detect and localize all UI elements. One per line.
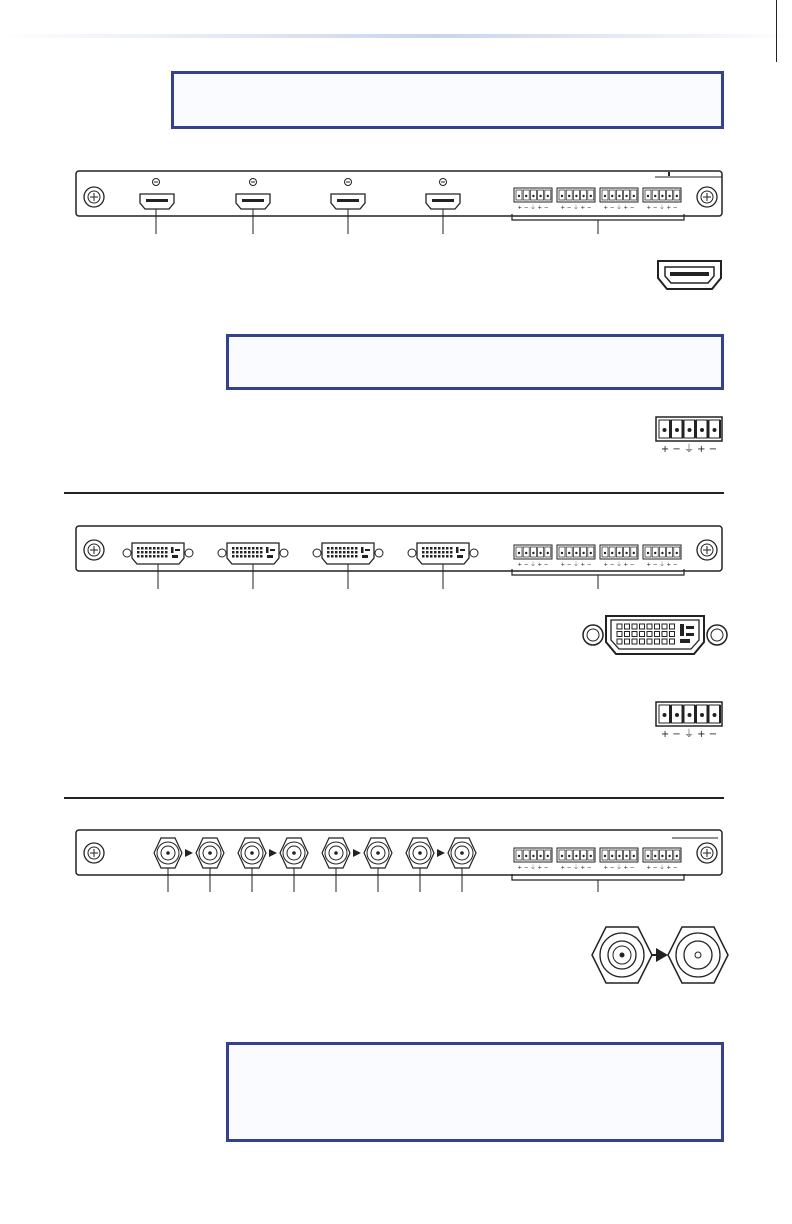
audio-terminal-block-1 bbox=[514, 848, 552, 871]
terminal-pin-marks: + − ⏚ + − bbox=[646, 205, 678, 211]
terminal-pin-marks: + − ⏚ + − bbox=[660, 444, 718, 455]
audio-terminal-block-2 bbox=[557, 848, 595, 871]
terminal-pin-marks: + − ⏚ + − bbox=[646, 562, 678, 568]
terminal-pin-marks: + − ⏚ + − bbox=[603, 205, 635, 211]
terminal-pin-marks: + − ⏚ + − bbox=[646, 865, 678, 871]
bnc-connector-in-icon bbox=[592, 927, 652, 983]
terminal-pin-marks: + − ⏚ + − bbox=[603, 562, 635, 568]
terminal-pin-marks: + − ⏚ + − bbox=[560, 562, 592, 568]
bnc-loop-through-icon bbox=[592, 924, 728, 986]
loop-arrow-icon bbox=[656, 948, 668, 962]
bnc-connector-out-icon bbox=[668, 927, 728, 983]
audio-terminal-block-3 bbox=[600, 848, 638, 871]
terminal-pin-marks: + − ⏚ + − bbox=[517, 865, 549, 871]
terminal-pin-marks: + − ⏚ + − bbox=[517, 205, 549, 211]
terminal-pin-marks: + − ⏚ + − bbox=[560, 205, 592, 211]
terminal-pin-marks: + − ⏚ + − bbox=[560, 865, 592, 871]
panel-screw-icon bbox=[697, 843, 717, 863]
terminal-pin-marks: + − ⏚ + − bbox=[517, 562, 549, 568]
panel-screw-icon bbox=[84, 843, 104, 863]
audio-terminal-block-4 bbox=[643, 848, 681, 871]
terminal-pin-marks: + − ⏚ + − bbox=[660, 729, 718, 740]
terminal-pin-marks: + − ⏚ + − bbox=[603, 865, 635, 871]
